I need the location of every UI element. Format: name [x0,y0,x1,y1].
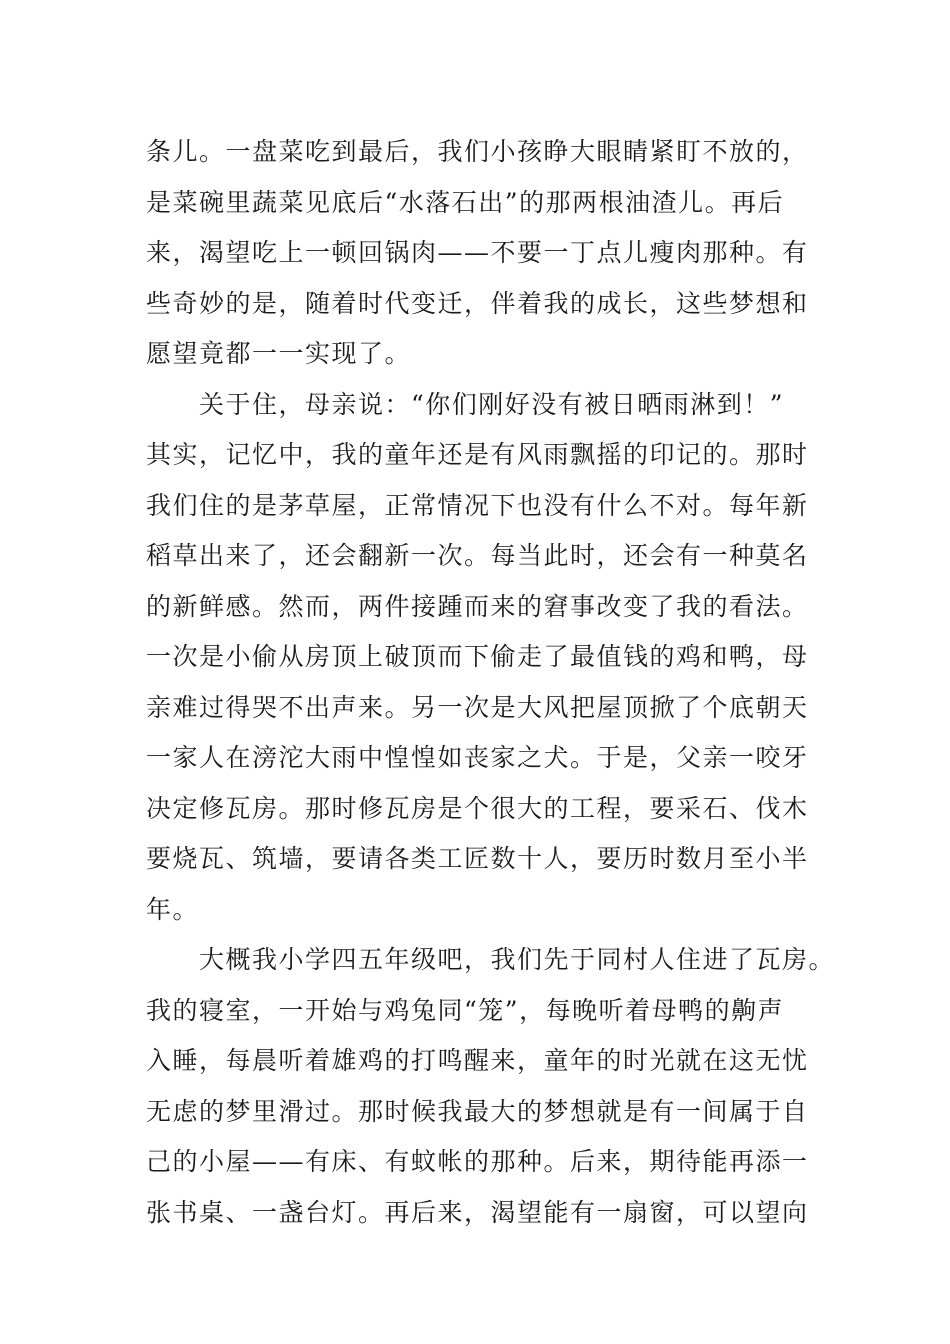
body-text [146,127,846,1238]
text-line: 的新鲜感。然而，两件接踵而来的窘事改变了我的看法。 [146,591,809,621]
text-line: 要烧瓦、筑墙，要请各类工匠数十人，要历时数月至小半 [146,844,809,873]
text-line: 无虑的梦里滑过。那时候我最大的梦想就是有一间属于自 [146,1096,809,1126]
text-line: 己的小屋——有床、有蚊帐的那种。后来，期待能再添一 [146,1147,809,1176]
text-line: 一次是小偷从房顶上破顶而下偷走了最值钱的鸡和鸭，母 [146,642,809,671]
text-line: 大概我小学四五年级吧，我们先于同村人住进了瓦房。 [146,945,836,974]
text-line: 其实，记忆中，我的童年还是有风雨飘摇的印记的。那时 [146,440,809,469]
text-line: 稻草出来了，还会翻新一次。每当此时，还会有一种莫名 [146,541,809,570]
text-line: 张书桌、一盏台灯。再后来，渴望能有一扇窗，可以望向 [146,1197,809,1227]
text-line: 关于住，母亲说：“你们刚好没有被日晒雨淋到！” [146,389,785,419]
text-line: 我们住的是茅草屋，正常情况下也没有什么不对。每年新 [146,490,809,520]
text-line: 决定修瓦房。那时修瓦房是个很大的工程，要采石、伐木 [146,793,809,823]
text-line: 来，渴望吃上一顿回锅肉——不要一丁点儿瘦肉那种。有 [146,238,809,267]
text-line: 亲难过得哭不出声来。另一次是大风把屋顶掀了个底朝天 [146,692,809,722]
text-line: 些奇妙的是，随着时代变迁，伴着我的成长，这些梦想和 [146,288,809,318]
text-line: 愿望竟都一一实现了。 [146,339,412,368]
text-line: 年。 [146,894,200,924]
text-line: 一家人在滂沱大雨中惶惶如丧家之犬。于是，父亲一咬牙 [146,743,809,772]
text-line: 是菜碗里蔬菜见底后“水落石出”的那两根油渣儿。再后 [146,187,785,217]
text-line: 我的寝室，一开始与鸡兔同“笼”，每晚听着母鸭的齁声 [146,995,785,1025]
text-line: 入睡，每晨听着雄鸡的打鸣醒来，童年的时光就在这无忧 [146,1046,809,1075]
text-line: 条儿。一盘菜吃到最后，我们小孩睁大眼睛紧盯不放的， [146,137,809,166]
